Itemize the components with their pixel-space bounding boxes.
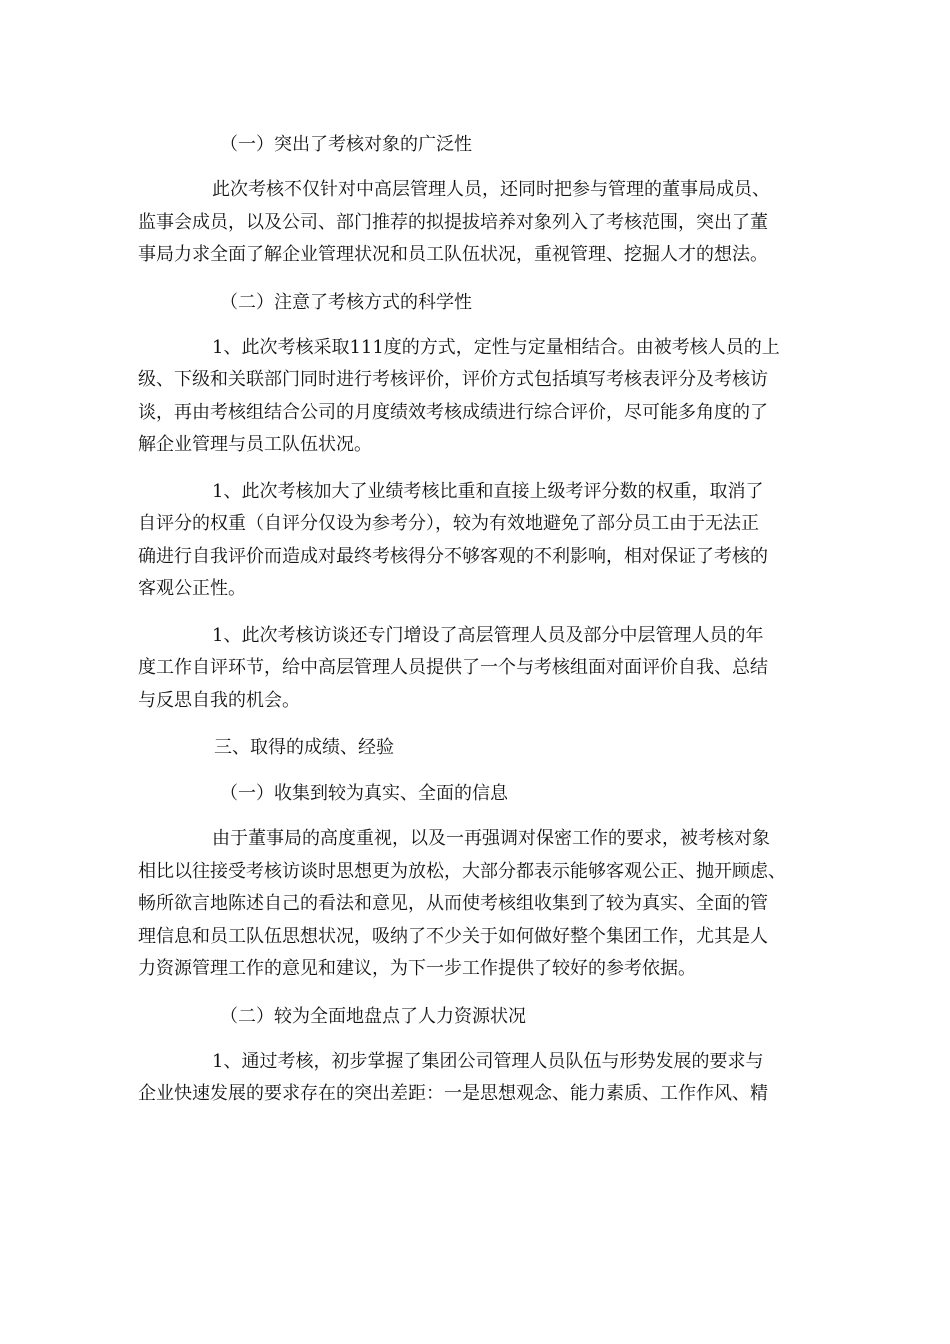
heading-object-breadth: （一）突出了考核对象的广泛性: [220, 134, 472, 155]
paragraph-method-1: [138, 332, 818, 462]
paragraph-line: 由于董事局的高度重视，以及一再强调对保密工作的要求，被考核对象: [212, 828, 770, 849]
paragraph-line: 监事会成员，以及公司、部门推荐的拟提拔培养对象列入了考核范围，突出了董: [138, 211, 768, 233]
paragraph-line: 企业快速发展的要求存在的突出差距：一是思想观念、能力素质、工作作风、精: [138, 1083, 768, 1104]
paragraph-line: 此次考核不仅针对中高层管理人员，还同时把参与管理的董事局成员、: [212, 179, 770, 200]
paragraph-line: 度工作自评环节，给中高层管理人员提供了一个与考核组面对面评价自我、总结: [138, 657, 768, 678]
heading-hr-inventory: （二）较为全面地盘点了人力资源状况: [220, 1005, 526, 1027]
paragraph-line: 谈，再由考核组结合公司的月度绩效考核成绩进行综合评价，尽可能多角度的了: [138, 401, 768, 423]
paragraph-line: 相比以往接受考核访谈时思想更为放松，大部分都表示能够客观公正、抛开顾虑、: [138, 860, 786, 882]
paragraph-line: 与反思自我的机会。: [138, 689, 300, 711]
document-page: [138, 128, 818, 1125]
paragraph-line: 级、下级和关联部门同时进行考核评价，评价方式包括填写考核表评分及考核访: [138, 369, 768, 390]
paragraph-method-2: [138, 476, 818, 606]
paragraph-line: 畅所欲言地陈述自己的看法和意见，从而使考核组收集到了较为真实、全面的管: [138, 893, 768, 914]
paragraph-line: 1、此次考核访谈还专门增设了高层管理人员及部分中层管理人员的年: [212, 624, 764, 646]
paragraph-object-breadth: [138, 174, 818, 272]
paragraph-line: 自评分的权重（自评分仅设为参考分），较为有效地避免了部分员工由于无法正: [138, 513, 759, 534]
paragraph-line: 1、此次考核加大了业绩考核比重和直接上级考评分数的权重，取消了: [212, 480, 764, 502]
paragraph-line: 确进行自我评价而造成对最终考核得分不够客观的不利影响，相对保证了考核的: [138, 545, 768, 567]
paragraph-real-info: [138, 823, 818, 986]
paragraph-method-3: [138, 620, 818, 718]
paragraph-line: 理信息和员工队伍思想状况，吸纳了不少关于如何做好整个集团工作，尤其是人: [138, 925, 768, 947]
heading-real-info: （一）收集到较为真实、全面的信息: [220, 783, 508, 804]
paragraph-line: 解企业管理与员工队伍状况。: [138, 434, 372, 455]
paragraph-line: 1、通过考核，初步掌握了集团公司管理人员队伍与形势发展的要求与: [212, 1050, 764, 1072]
paragraph-line: 1、此次考核采取111度的方式，定性与定量相结合。由被考核人员的上: [212, 336, 780, 358]
paragraph-hr-inventory: [138, 1046, 818, 1111]
section-heading-achievements: 三、取得的成绩、经验: [214, 737, 394, 758]
heading-method-science: （二）注意了考核方式的科学性: [220, 291, 472, 313]
paragraph-line: 客观公正性。: [138, 578, 246, 599]
paragraph-line: 力资源管理工作的意见和建议，为下一步工作提供了较好的参考依据。: [138, 958, 696, 979]
paragraph-line: 事局力求全面了解企业管理状况和员工队伍状况，重视管理、挖掘人才的想法。: [138, 244, 768, 265]
